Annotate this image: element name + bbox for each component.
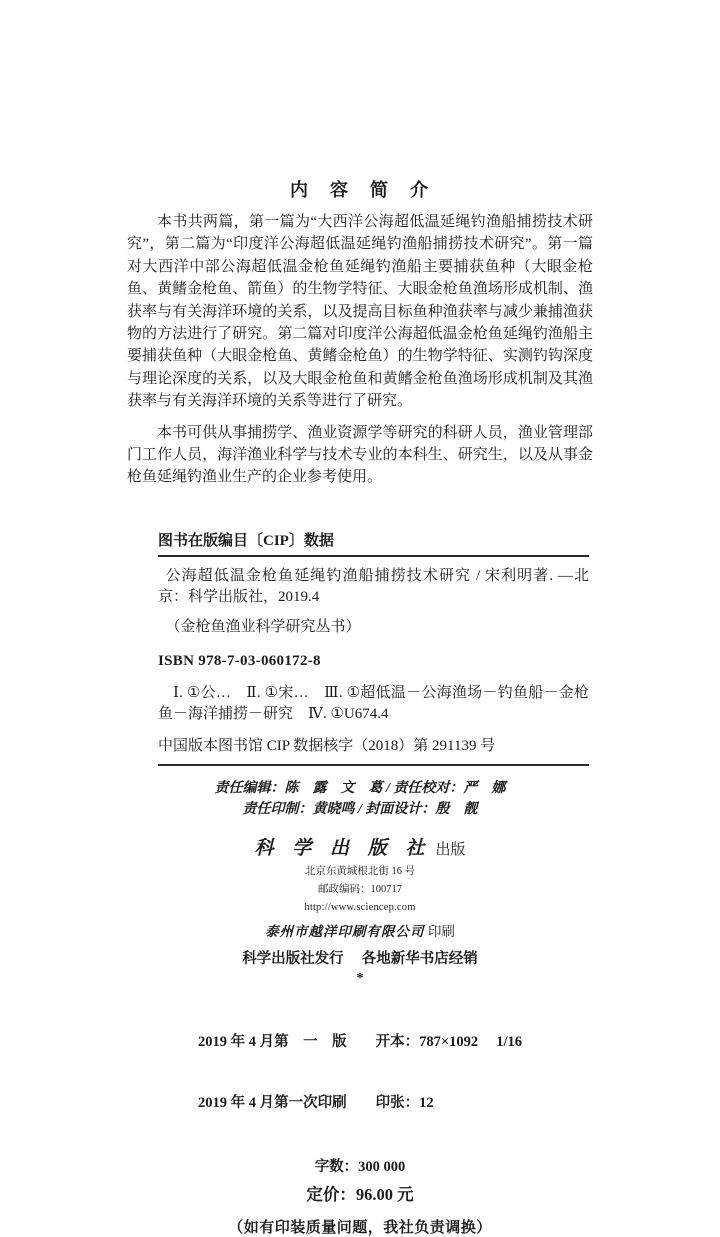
publisher-website: http://www.sciencep.com <box>304 901 416 913</box>
edition-block <box>127 991 593 1237</box>
editor-credit-line: 责任编辑：陈 露 文 葛 / 责任校对：严 娜 <box>214 780 506 796</box>
publisher-line <box>127 833 593 860</box>
edition-lines <box>198 991 522 1155</box>
price-line: 定价：96.00 元 <box>306 1184 414 1204</box>
summary-paragraph-1: 本书共两篇，第一篇为“大西洋公海超低温延绳钓渔船捕捞技术研究”，第二篇为“印度洋公海超低温延绳钓渔船捕捞技术研究”。第一篇对大西洋中部公海超低温金枪鱼延绳钓渔船主要捕获鱼种（大眼金枪鱼、黄鳍金枪鱼、箭鱼）的生物学特征、大眼金枪鱼渔场形成机制、渔获率与有关海洋环境的关系，以及提高目标鱼种渔获率与减少兼捕渔获物的方法进行了研究。第二篇对印度洋公海超低温金枪鱼延绳钓渔船主要捕获鱼种（大眼金枪鱼、黄鳍金枪鱼）的生物学特征、实测钓钩深度与理论深度的关系，以及大眼金枪鱼和黄鳍金枪鱼渔场形成机制及其渔获率与有关海洋环境的关系等进行了研究。 <box>127 214 593 410</box>
printer-name: 泰州市越洋印刷有限公司 <box>265 923 425 939</box>
publisher-postcode: 邮政编码：100717 <box>318 883 402 895</box>
cip-title-line: 公海超低温金枪鱼延绳钓渔船捕捞技术研究 / 宋利明著. —北京：科学出版社，2019.4 <box>158 567 589 605</box>
printer-line <box>127 920 593 940</box>
edition-format-line: 2019 年 4 月第 一 版 开本：787×1092 1/16 <box>197 1033 523 1050</box>
publisher-suffix: 出版 <box>435 841 466 858</box>
cip-divider-top <box>158 555 589 557</box>
cip-divider-bottom <box>158 764 589 766</box>
cip-classification: Ⅰ. ①公… Ⅱ. ①宋… Ⅲ. ①超低温－公海渔场－钓鱼船－金枪鱼－海洋捕捞－研究 Ⅳ. ①U674.4 <box>158 684 589 722</box>
publisher-address: 北京东黄城根北街 16 号 <box>304 865 416 877</box>
cip-record-number: 中国版本图书馆 CIP 数据核字（2018）第 291139 号 <box>158 737 496 754</box>
cip-block <box>158 529 589 766</box>
credits-block <box>127 778 593 820</box>
printer-suffix: 印刷 <box>427 923 455 939</box>
cip-header: 图书在版编目〔CIP〕数据 <box>158 532 334 549</box>
content-summary-title: 内 容 简 介 <box>290 180 430 200</box>
print-design-credit-line: 责任印制：黄晓鸣 / 封面设计：殷 靓 <box>242 801 478 817</box>
content-column <box>127 0 593 1237</box>
cip-isbn: ISBN 978-7-03-060172-8 <box>158 652 321 669</box>
imprint-block <box>127 833 593 987</box>
separator-star-icon: * <box>356 970 364 986</box>
summary-paragraph-2: 本书可供从事捕捞学、渔业资源学等研究的科研人员，渔业管理部门工作人员，海洋渔业科学与技术专业的本科生、研究生，以及从事金枪鱼延绳钓渔业生产的企业参考使用。 <box>127 424 593 486</box>
publisher-name: 科 学 出 版 社 <box>254 837 432 859</box>
printing-sheets-line: 2019 年 4 月第一次印刷 印张：12 <box>197 1095 434 1112</box>
quality-note: （如有印装质量问题，我社负责调换） <box>228 1219 492 1236</box>
cip-series-line: （金枪鱼渔业科学研究丛书） <box>165 618 361 635</box>
word-count-line: 字数：300 000 <box>314 1158 406 1175</box>
distribution-line: 科学出版社发行 各地新华书店经销 <box>242 950 478 967</box>
